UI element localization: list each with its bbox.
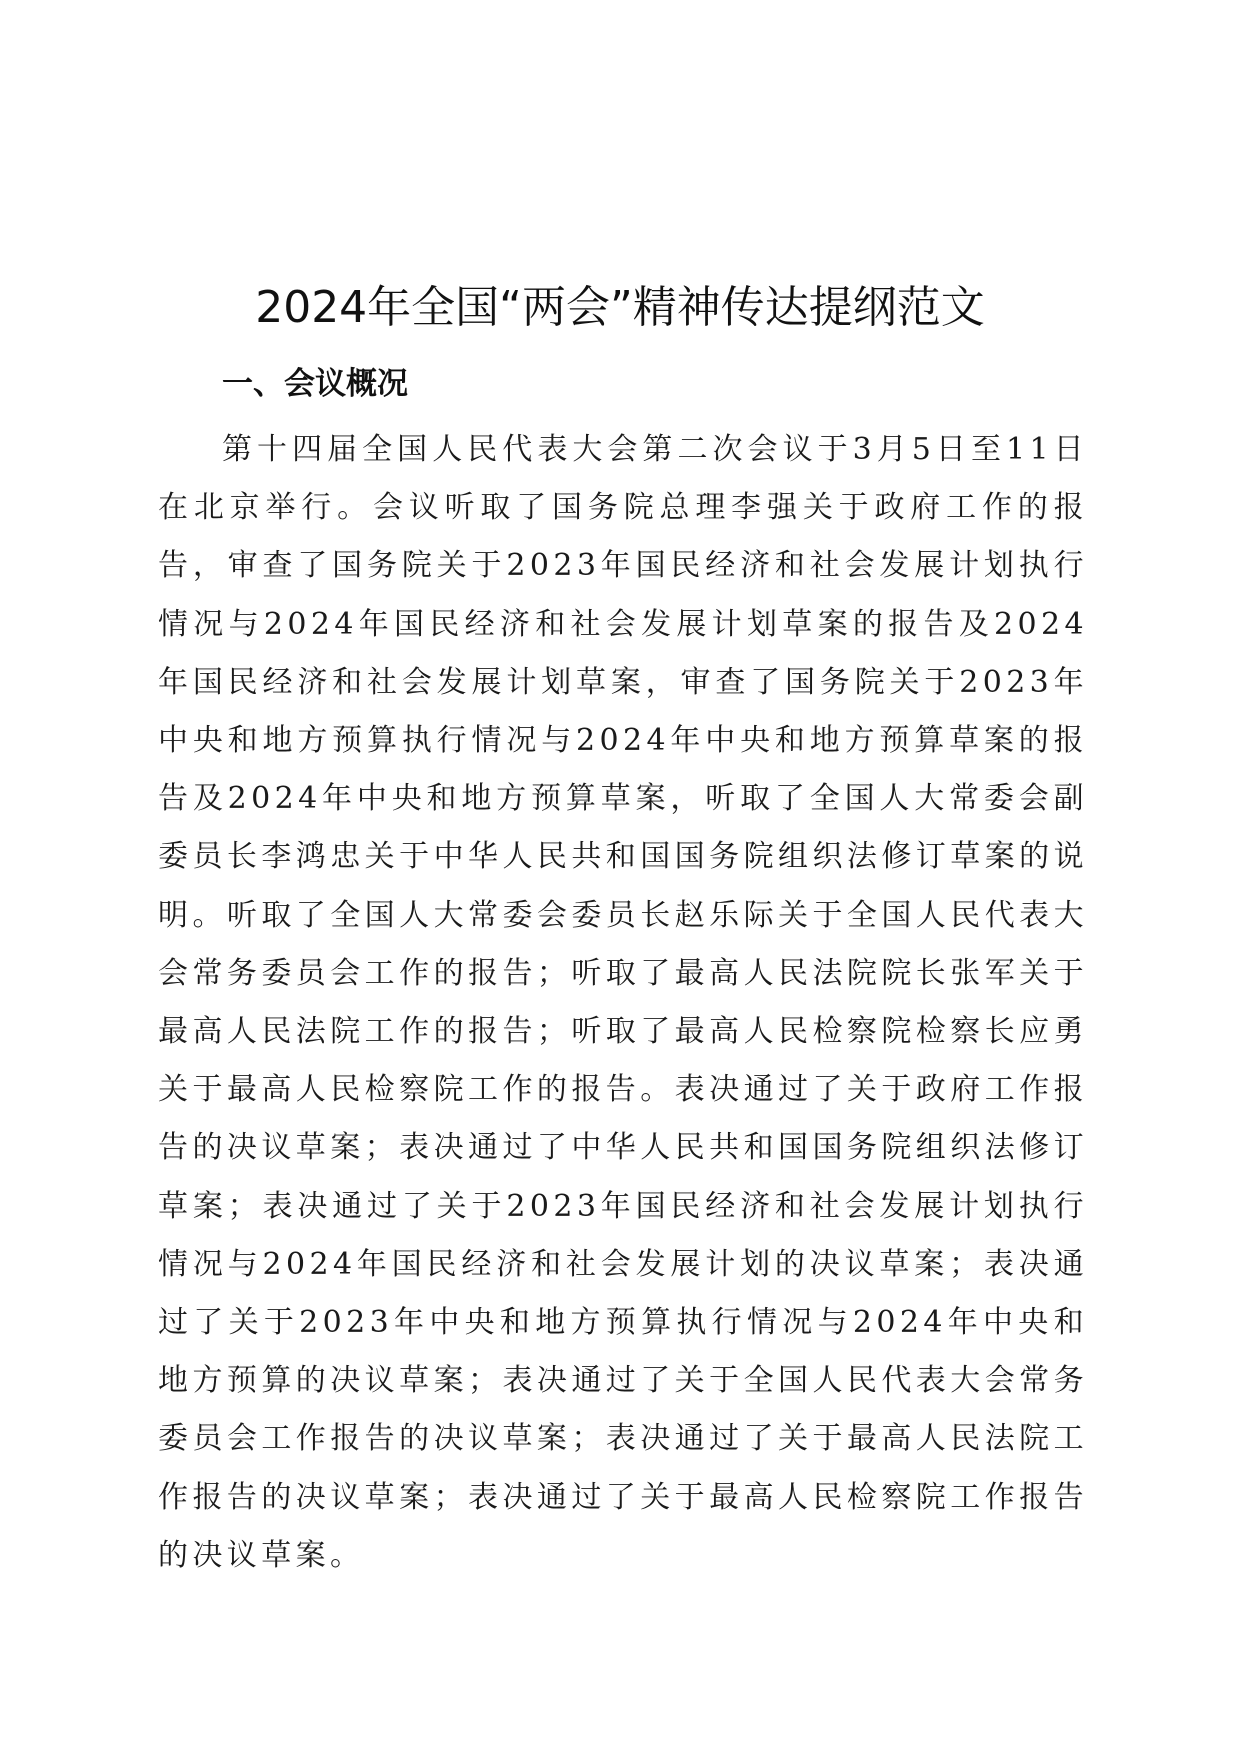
document-title: 2024年全国“两会”精神传达提纲范文 <box>255 282 985 333</box>
section-heading-overview: 一、会议概况 <box>222 366 408 402</box>
section-paragraph-overview: 第十四届全国人民代表大会第二次会议于3月5日至11日在北京举行。会议听取了国务院总理李强关于政府工作的报告，审查了国务院关于2023年国民经济和社会发展计划执行情况与2024年国民经济和社会发展计划草案的报告及2024年国民经济和社会发展计划草案，审查了国务院关于2023年中央和地方预算执行情况与2024年中央和地方预算草案的报告及2024年中央和地方预算草案，听取了全国人大常委会副委员长李鸿忠关于中华人民共和国国务院组织法修订草案的说明。听取了全国人大常委会委员长赵乐际关于全国人民代表大会常务委员会工作的报告；听取了最高人民法院院长张军关于最高人民法院工作的报告；听取了最高人民检察院检察长应勇关于最高人民检察院工作的报告。表决通过了关于政府工作报告的决议草案；表决通过了中华人民共和国国务院组织法修订草案；表决通过了关于2023年国民经济和社会发展计划执行情况与2024年国民经济和社会发展计划的决议草案；表决通过了关于2023年中央和地方预算执行情况与2024年中央和地方预算的决议草案；表决通过了关于全国人民代表大会常务委员会工作报告的决议草案；表决通过了关于最高人民法院工作报告的决议草案；表决通过了关于最高人民检察院工作报告的决议草案。 <box>158 432 1088 1573</box>
